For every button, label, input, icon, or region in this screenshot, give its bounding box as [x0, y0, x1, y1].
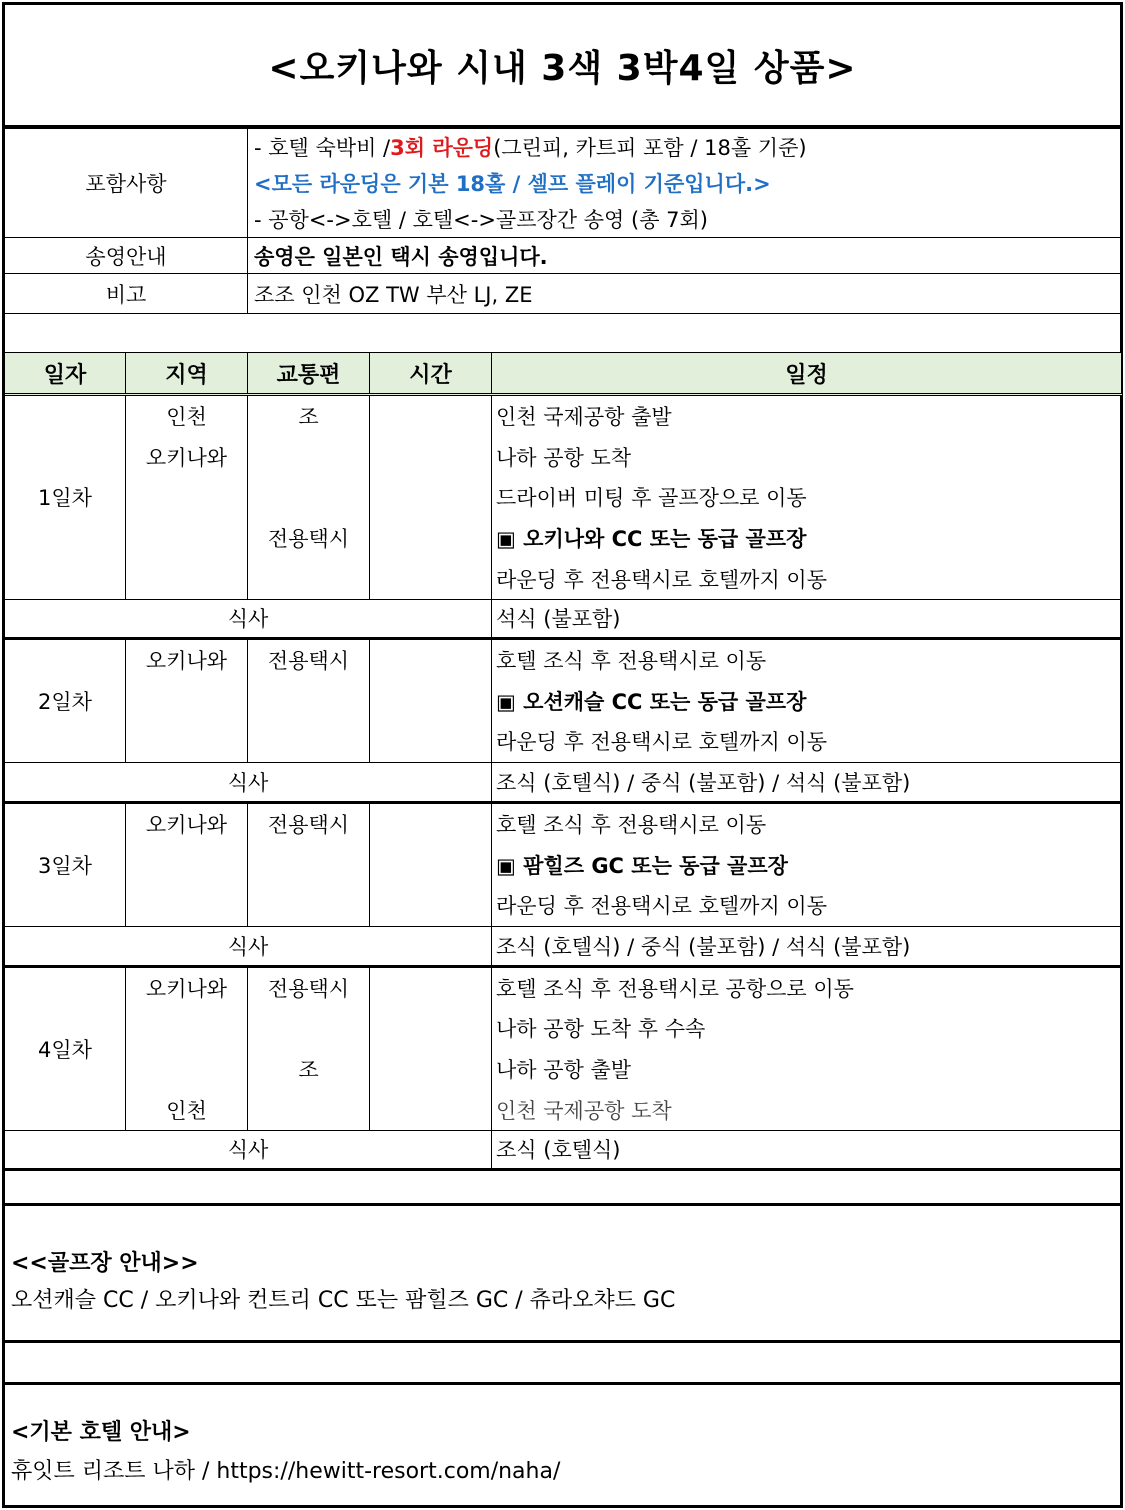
schedule-table — [4, 352, 1122, 1171]
header-plan: 일정 — [492, 353, 1122, 395]
transport-cell: 전용택시 — [248, 802, 370, 926]
hotel-info-heading: <기본 호텔 안내> — [11, 1420, 191, 1445]
meal-label: 식사 — [5, 599, 492, 638]
rounds-highlight: 3회 라운딩 — [390, 136, 494, 160]
day-label: 1일차 — [5, 395, 126, 600]
day-label: 3일차 — [5, 802, 126, 926]
includes-label: 포함사항 — [5, 129, 248, 238]
golf-course-line: ▣ 팜힐즈 GC 또는 동급 골프장 — [496, 853, 788, 878]
meal-label: 식사 — [5, 926, 492, 966]
day-label: 4일차 — [5, 966, 126, 1130]
golf-info-box — [2, 1203, 1123, 1343]
transport-cell: 조 전용택시 — [248, 395, 370, 600]
includes-value — [248, 129, 1122, 238]
time-cell — [370, 395, 492, 600]
time-cell — [370, 638, 492, 762]
includes-line-2: <모든 라운딩은 기본 18홀 / 셀프 플레이 기준입니다.> — [254, 172, 771, 196]
transfer-value: 송영은 일본인 택시 송영입니다. — [248, 238, 1122, 274]
transport-cell: 전용택시 조 — [248, 966, 370, 1130]
hotel-info-text: 휴잇트 리조트 나하 / https://hewitt-resort.com/naha/ — [11, 1459, 561, 1484]
meal-value: 조식 (호텔식) / 중식 (불포함) / 석식 (불포함) — [492, 926, 1122, 966]
meal-row — [5, 1130, 1122, 1169]
header-day: 일자 — [5, 353, 126, 395]
header-time: 시간 — [370, 353, 492, 395]
golf-course-line: ▣ 오션캐슬 CC 또는 동급 골프장 — [496, 689, 807, 714]
hotel-info-box — [2, 1382, 1123, 1508]
golf-info-heading: <<골프장 안내>> — [11, 1251, 199, 1276]
plan-cell: 호텔 조식 후 전용택시로 공항으로 이동 나하 공항 도착 후 수속 나하 공항 출발 인천 국제공항 도착 — [492, 966, 1122, 1130]
header-region: 지역 — [126, 353, 248, 395]
schedule-header-row — [5, 353, 1122, 395]
plan-cell: 호텔 조식 후 전용택시로 이동 ▣ 팜힐즈 GC 또는 동급 골프장 라운딩 후 전용택시로 호텔까지 이동 — [492, 802, 1122, 926]
region-cell: 오키나와 인천 — [126, 966, 248, 1130]
day-row — [5, 395, 1122, 600]
region-cell: 오키나와 — [126, 638, 248, 762]
note-value: 조조 인천 OZ TW 부산 LJ, ZE — [248, 274, 1122, 314]
time-cell — [370, 966, 492, 1130]
meal-row — [5, 762, 1122, 802]
meal-row — [5, 599, 1122, 638]
transfer-label: 송영안내 — [5, 238, 248, 274]
region-cell: 오키나와 — [126, 802, 248, 926]
meal-value: 조식 (호텔식) / 중식 (불포함) / 석식 (불포함) — [492, 762, 1122, 802]
note-label: 비고 — [5, 274, 248, 314]
day-row — [5, 802, 1122, 926]
region-cell: 인천 오키나와 — [126, 395, 248, 600]
meal-value: 석식 (불포함) — [492, 599, 1122, 638]
plan-cell: 호텔 조식 후 전용택시로 이동 ▣ 오션캐슬 CC 또는 동급 골프장 라운딩 후 전용택시로 호텔까지 이동 — [492, 638, 1122, 762]
day-row — [5, 638, 1122, 762]
day-row — [5, 966, 1122, 1130]
meal-label: 식사 — [5, 1130, 492, 1169]
page-title: <오키나와 시내 3색 3박4일 상품> — [2, 2, 1123, 128]
includes-line-1: - 호텔 숙박비 / 3회 라운딩 (그린피, 카트피 포함 / 18홀 기준) — [254, 129, 1121, 165]
meal-row — [5, 926, 1122, 966]
time-cell — [370, 802, 492, 926]
meal-label: 식사 — [5, 762, 492, 802]
header-transport: 교통편 — [248, 353, 370, 395]
day-label: 2일차 — [5, 638, 126, 762]
meal-value: 조식 (호텔식) — [492, 1130, 1122, 1169]
transport-cell: 전용택시 — [248, 638, 370, 762]
golf-info-text: 오션캐슬 CC / 오키나와 컨트리 CC 또는 팜힐즈 GC / 츄라오챠드 GC — [11, 1288, 676, 1313]
info-table — [4, 128, 1122, 314]
includes-line-3: - 공항<->호텔 / 호텔<->골프장간 송영 (총 7회) — [254, 208, 708, 232]
plan-cell: 인천 국제공항 출발 나하 공항 도착 드라이버 미팅 후 골프장으로 이동 ▣ 오키나와 CC 또는 동급 골프장 라운딩 후 전용택시로 호텔까지 이동 — [492, 395, 1122, 600]
golf-course-line: ▣ 오키나와 CC 또는 동급 골프장 — [496, 527, 807, 552]
